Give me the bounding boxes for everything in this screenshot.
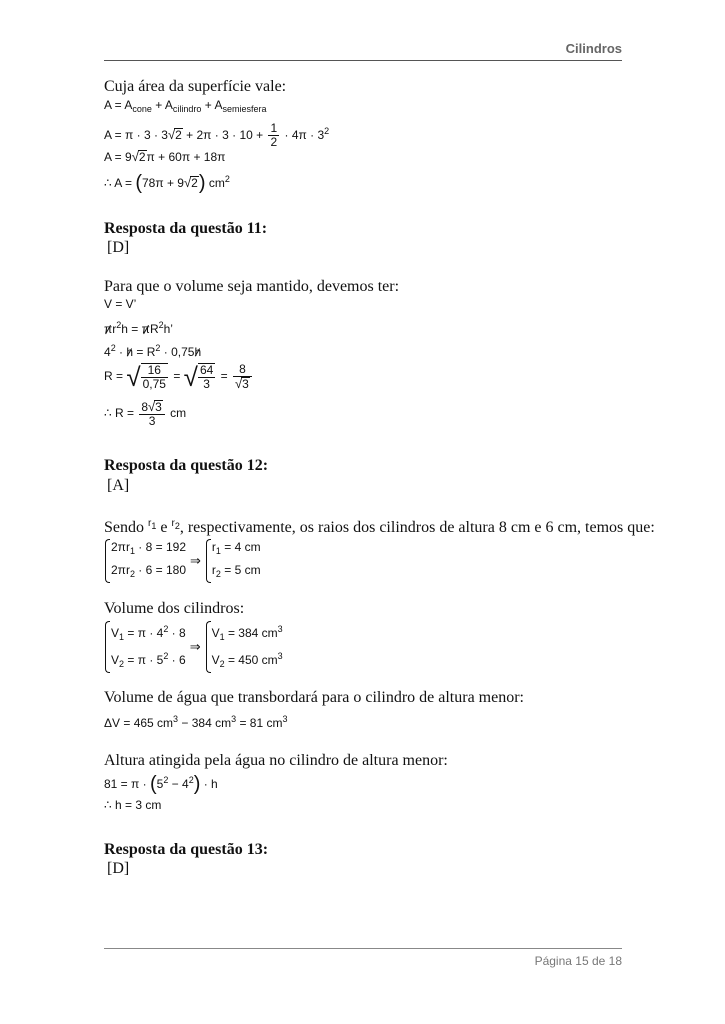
height-eq: $81 = \pi \cdot (5^2 - 4^2) \cdot h$ (104, 773, 218, 795)
area-formula-2: A = π · 3 · 3√2 + 2π · 3 · 10 + $\frac{1}{2}$ · $4\pi \cdot 3^2$ (104, 121, 330, 150)
area-result: ∴ A = (78π + 9√2) $cm^2$ (104, 172, 230, 194)
volume-eq-2: $\pi r^2h = \pi R^2h$’ (104, 320, 173, 336)
overflow-eq: ΔV = 465 $cm^3 - 384$ $cm^3 = 81$ $cm^3$ (104, 714, 288, 730)
volume-eq-3: $4^2 \cdot h = R^2 \cdot 0,75h$ (104, 343, 202, 359)
radii-intro: Sendo $^{r_1}$ e $^{r_2}$, respectivamente, os raios dos cilindros de altura 8 cm e 6 cm, temos que: (104, 518, 655, 536)
area-formula-3: A = 9√2π + 60π + 18π (104, 149, 226, 164)
height-result: ∴ h = 3 cm (104, 798, 162, 812)
q12-answer: [A] (107, 477, 130, 494)
page-header (104, 40, 622, 61)
volume-intro: Para que o volume seja mantido, devemos ter: (104, 278, 400, 295)
overflow-title: Volume de água que transbordará para o cilindro de altura menor: (104, 689, 524, 706)
volume-eq-4: R = √ $\frac{16}{0,75}$ = √ $\frac{64}{3}$ = $\frac{8}{√3}$ (104, 360, 254, 392)
q13-answer: [D] (107, 860, 130, 877)
area-formula-1: $A = A_{cone} + A_{cilindro} + A_{semiesfera}$ (104, 98, 267, 114)
q11-answer: [D] (107, 239, 130, 256)
volume-result: ∴ R = $\frac{8√3}{3}$ cm (104, 398, 187, 428)
cyl-volume-title: Volume dos cilindros: (104, 600, 245, 617)
header-title: Cilindros (565, 41, 622, 56)
area-intro: Cuja área da superfície vale: (104, 78, 287, 95)
page-number: Página 15 de 18 (534, 954, 622, 968)
q12-title: Resposta da questão 12: (104, 457, 269, 474)
radii-system: $2\pi r_1 \cdot 8 = 192$ $2\pi r_2 \cdot 6 = 180$ ⇒ $r_1 = 4$ cm $r_2 = 5$ cm (104, 538, 261, 584)
page-footer (104, 948, 622, 968)
cyl-volume-system: $V_1 = \pi \cdot 4^2 \cdot 8$ $V_2 = \pi \cdot 5^2 \cdot 6$ ⇒ $V_1 = 384$ $cm^3$ $V_2 = 450$ $cm^3$ (104, 620, 283, 674)
q13-title: Resposta da questão 13: (104, 841, 269, 858)
volume-eq-1: V = V’ (104, 297, 137, 311)
height-title: Altura atingida pela água no cilindro de altura menor: (104, 752, 448, 769)
q11-title: Resposta da questão 11: (104, 220, 268, 237)
